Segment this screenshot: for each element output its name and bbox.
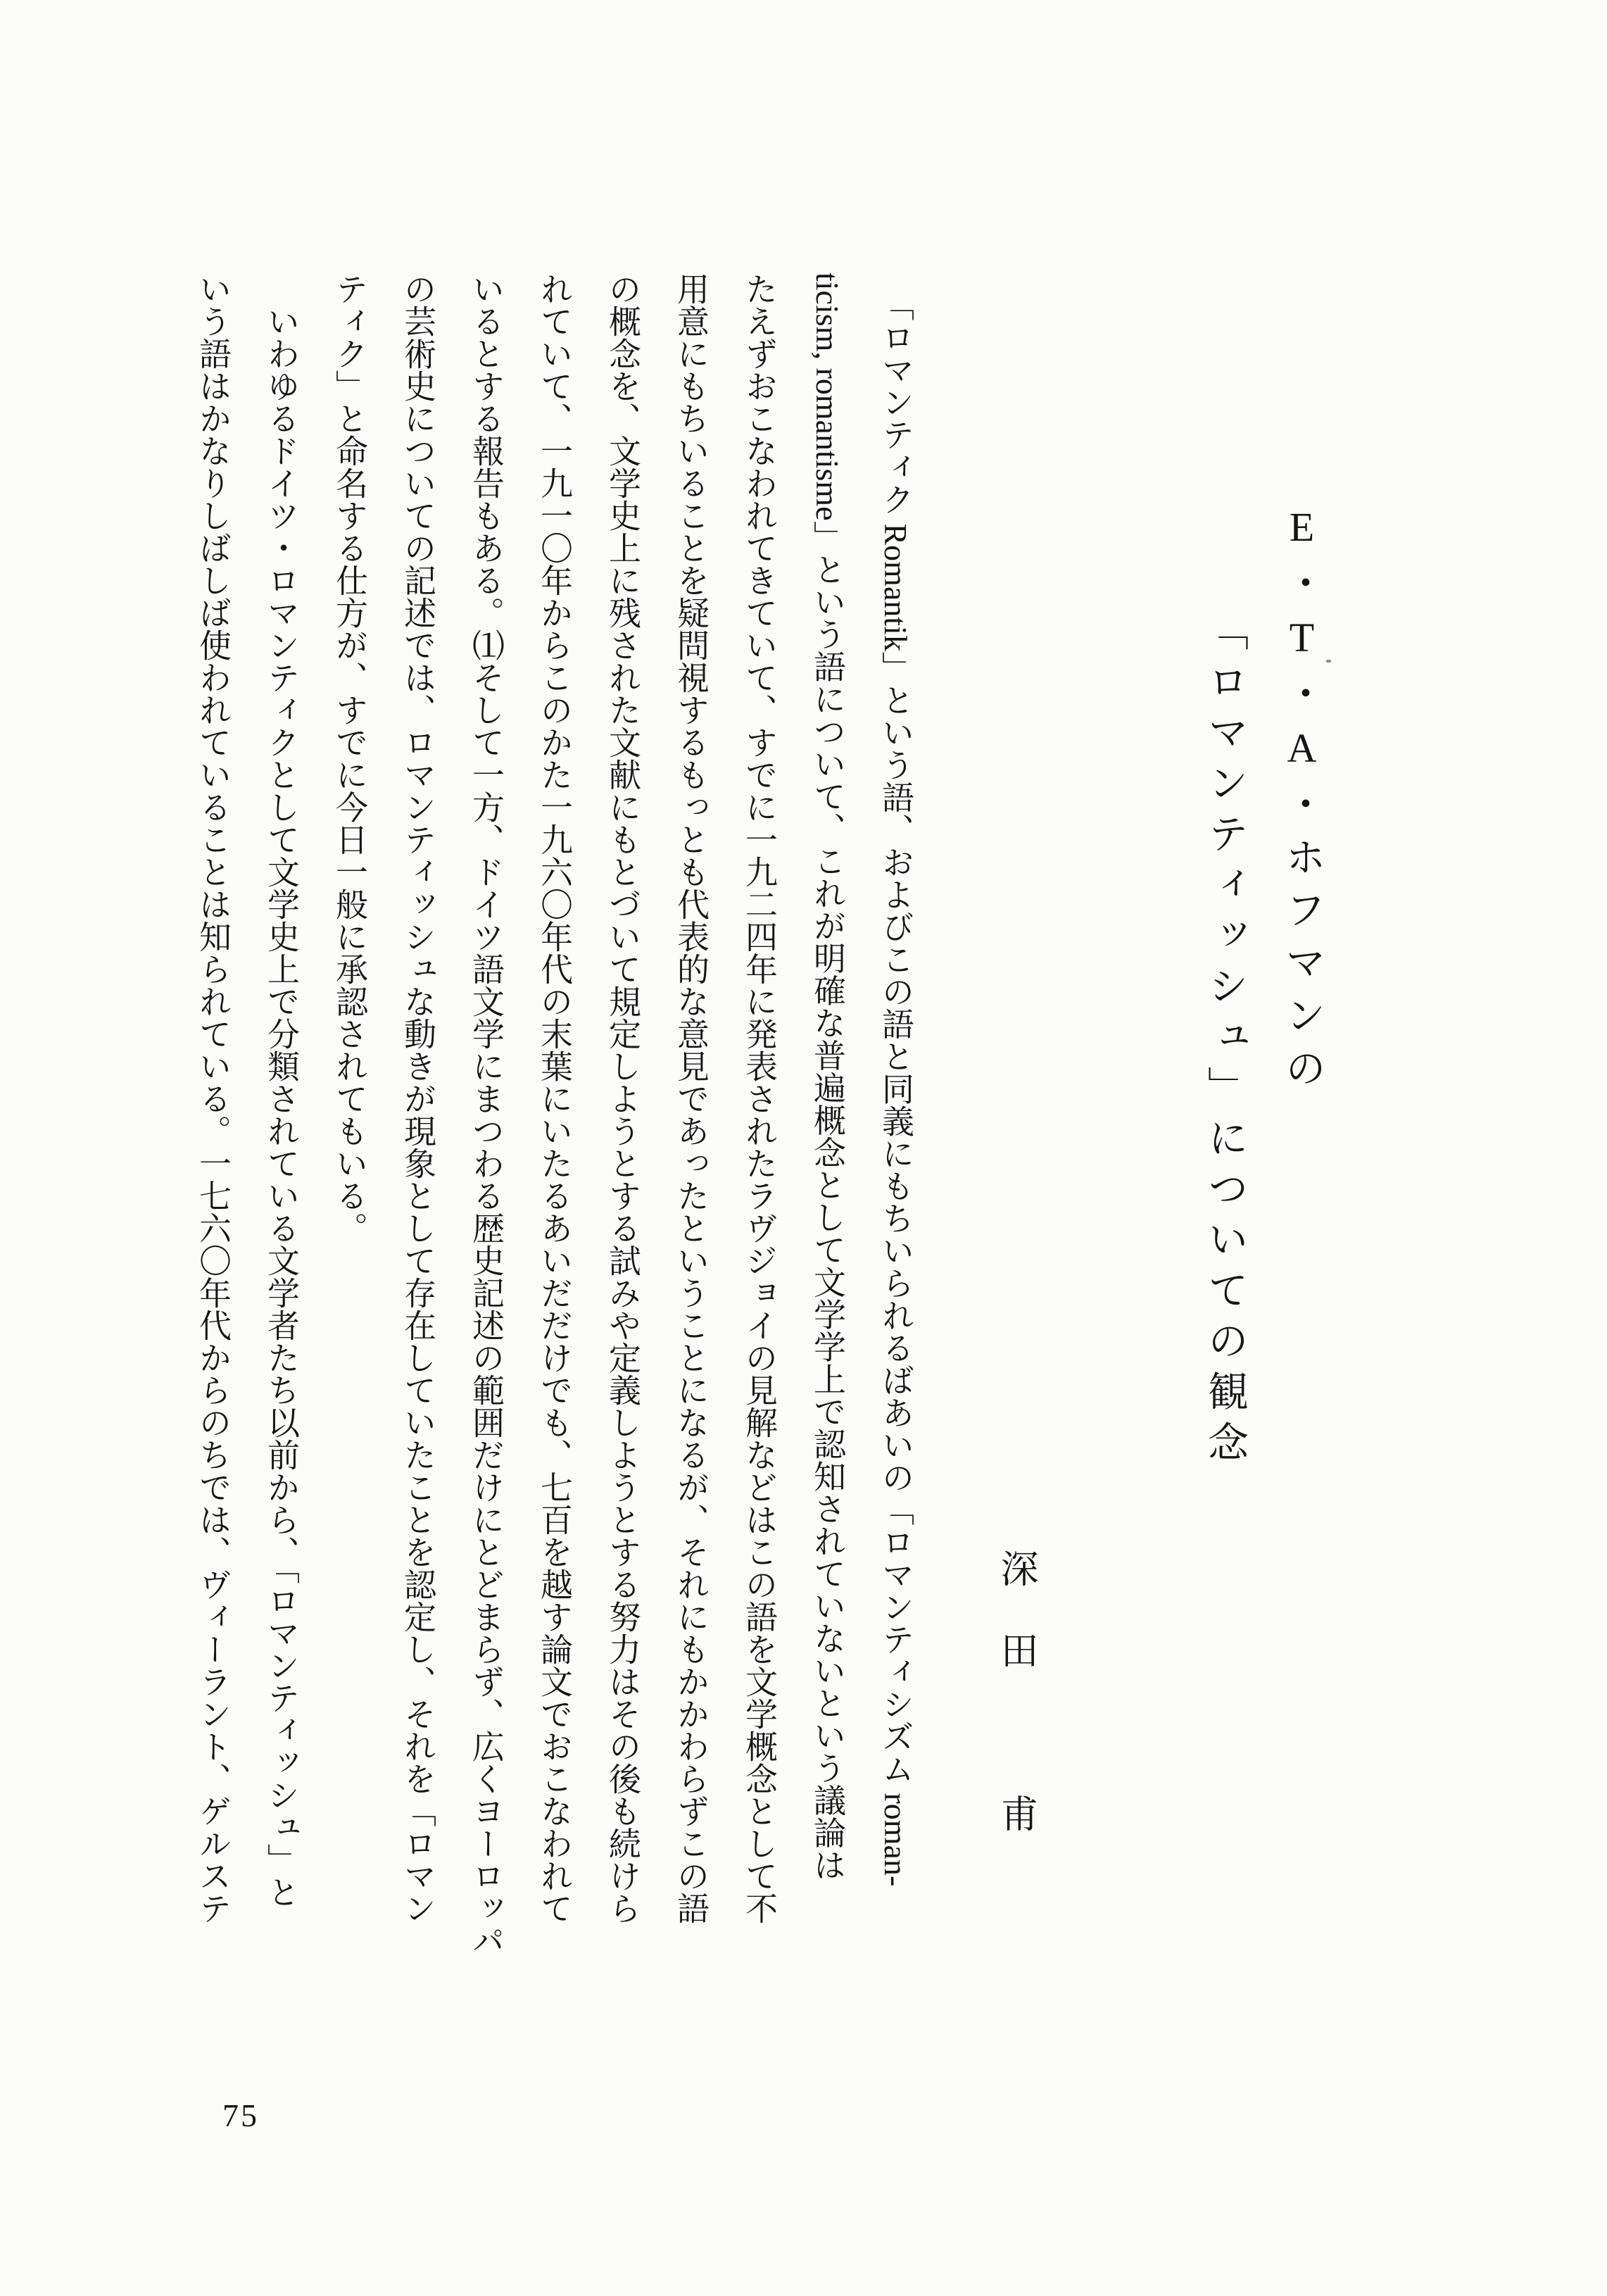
article-body (179, 272, 930, 1962)
body-text-line: の芸術史についての記述では、ロマンティッシュな動きが現象として存在していたことを認定し、それを「ロマン (400, 272, 436, 1924)
body-text-line: 「ロマンティク Romantik」という語、およびこの語と同義にもちいられるばあいの「ロマンティシズム roman- (878, 272, 914, 1887)
body-text-line: いう語はかなりしばしば使われていることは知られている。一七六〇年代からのちでは、ヴィーラント、ゲルステ (195, 272, 231, 1924)
body-text-line: の概念を、文学史上に残された文献にもとづいて規定しようとする試みや定義しようとする努力はその後も続けら (605, 272, 641, 1924)
body-text-line: いるとする報告もある。⑴そして一方、ドイツ語文学にまつわる歴史記述の範囲だけにとどまらず、広くヨーロッパ (468, 272, 504, 1957)
scan-speck (1326, 660, 1331, 663)
page-number: 75 (222, 2097, 259, 2133)
article-title-line2: 「ロマンティッシュ」についての観念 (1202, 610, 1247, 1472)
author-name: 深田 甫 (995, 1549, 1038, 1876)
body-text-line: ティク」と命名する仕方が、すでに今日一般に承認されてもいる。 (332, 272, 367, 1244)
article-title-line1: E・T・A・ホフマンの (1279, 504, 1325, 1100)
body-text-line: たえずおこなわれてきていて、すでに一九二四年に発表されたラヴジョイの見解などはこの語を文学概念として不 (741, 272, 777, 1924)
body-text-line: ticism, romantisme」という語について、これが明確な普遍概念として文学学上で認知されていないという議論は (809, 272, 845, 1881)
body-text-line: いわゆるドイツ・ロマンティクとして文学史上で分類されている文学者たち以前から、「ロマンティッシュ」と (263, 272, 299, 1908)
body-text-line: れていて、一九一〇年からこのかた一九六〇年代の末葉にいたるあいだだけでも、七百を越す論文でおこなわれて (536, 272, 572, 1924)
body-text-line: 用意にもちいることを疑問視するもっとも代表的な意見であったということになるが、それにもかかわらずこの語 (673, 272, 709, 1924)
